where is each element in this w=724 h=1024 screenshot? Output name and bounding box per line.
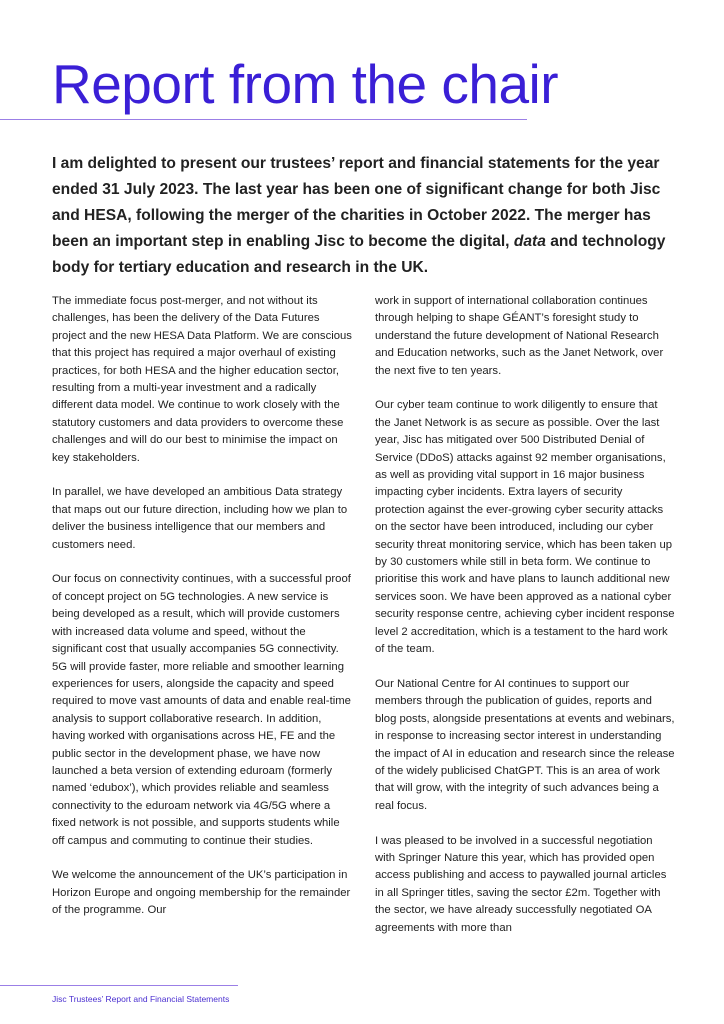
body-paragraph: Our focus on connectivity continues, with a successful proof of concept project on 5G technologies. A new service is being developed as a result, which will provide customers with increased data volume and speed, without the significant cost that usually accompanies 5G connectivity. 5G will provide faster, more reliable and smoother learning experiences for users, alongside the capacity and speed required to move vast amounts of data and enable real-time analysis to support collaborative research. In addition, having worked with organisations across HE, FE and the public sector in the development phase, we have now launched a beta version of extending eduroam (formerly named ‘edubox’), which provides reliable and seamless connectivity to the eduroam network via 4G/5G where a fixed network is not possible, and supports students while off campus and commuting to continue their studies. bbox=[52, 573, 351, 847]
lead-emphasis: data bbox=[513, 233, 546, 250]
lead-text-start: I am delighted to present our trustees’ report and financial statements for the year ended 31 July 2023. The last year has been one of significant change for both Jisc and HESA, following the merger of the charities in October 2022. The merger has been an important step in enabling Jisc to become the digital, bbox=[52, 155, 661, 250]
body-paragraph: I was pleased to be involved in a successful negotiation with Springer Nature this year, which has provided open access publishing and access to paywalled journal articles in all Springer titles, saving the sector £2m. Together with the sector, we have already successfully negotiated OA agreements with more than bbox=[375, 834, 667, 934]
footer-label: Jisc Trustees’ Report and Financial Statements bbox=[52, 994, 230, 1004]
body-paragraph: work in support of international collaboration continues through helping to shape GÉANT’s foresight study to understand the future development of National Research and Education networks, such as the Janet Network, over the next five to ten years. bbox=[375, 295, 664, 377]
title-divider bbox=[0, 119, 527, 120]
lead-paragraph bbox=[52, 151, 668, 281]
lead-text-end: and technology body for tertiary education and research in the UK. bbox=[52, 233, 666, 276]
page-title: Report from the chair bbox=[52, 53, 559, 115]
body-paragraph: We welcome the announcement of the UK’s participation in Horizon Europe and ongoing membership for the remainder of the programme. Our bbox=[52, 869, 351, 917]
right-column bbox=[375, 293, 675, 954]
left-column bbox=[52, 293, 352, 937]
body-paragraph: Our National Centre for AI continues to support our members through the publication of guides, reports and blog posts, alongside presentations at events and webinars, in response to increasing sector interest in understanding the impact of AI in education and research since the release of the widely publicised ChatGPT. This is an area of work that will grow, with the integrity of such advances being a real focus. bbox=[375, 677, 675, 812]
body-paragraph: The immediate focus post-merger, and not without its challenges, has been the delivery of the Data Futures project and the new HESA Data Platform. We are conscious that this project has required a major overhaul of existing practices, for both HESA and the higher education sector, resulting from a multi-year investment and a radically different data model. We continue to work closely with the statutory customers and data providers to overcome these challenges and will do our best to minimise the impact on key stakeholders. bbox=[52, 295, 352, 464]
footer-divider bbox=[0, 985, 238, 986]
body-paragraph: In parallel, we have developed an ambitious Data strategy that maps out our future direction, including how we plan to deliver the business intelligence that our members and customers need. bbox=[52, 486, 348, 551]
body-paragraph: Our cyber team continue to work diligently to ensure that the Janet Network is as secure as possible. Over the last year, Jisc has mitigated over 500 Distributed Denial of Service (DDoS) attacks against 92 member organisations, as well as providing vital support in 16 major business impacting cyber incidents. Extra layers of security protection against the ever-growing cyber security attacks on the sector have been introduced, including our cyber security threat monitoring service, which has been taken up by 30 customers while still in beta form. We continue to prioritise this work and have plans to launch additional new services soon. We have been approved as a national cyber security response centre, achieving cyber incident response level 2 accreditation, which is a testament to the hard work of the team. bbox=[375, 399, 675, 656]
